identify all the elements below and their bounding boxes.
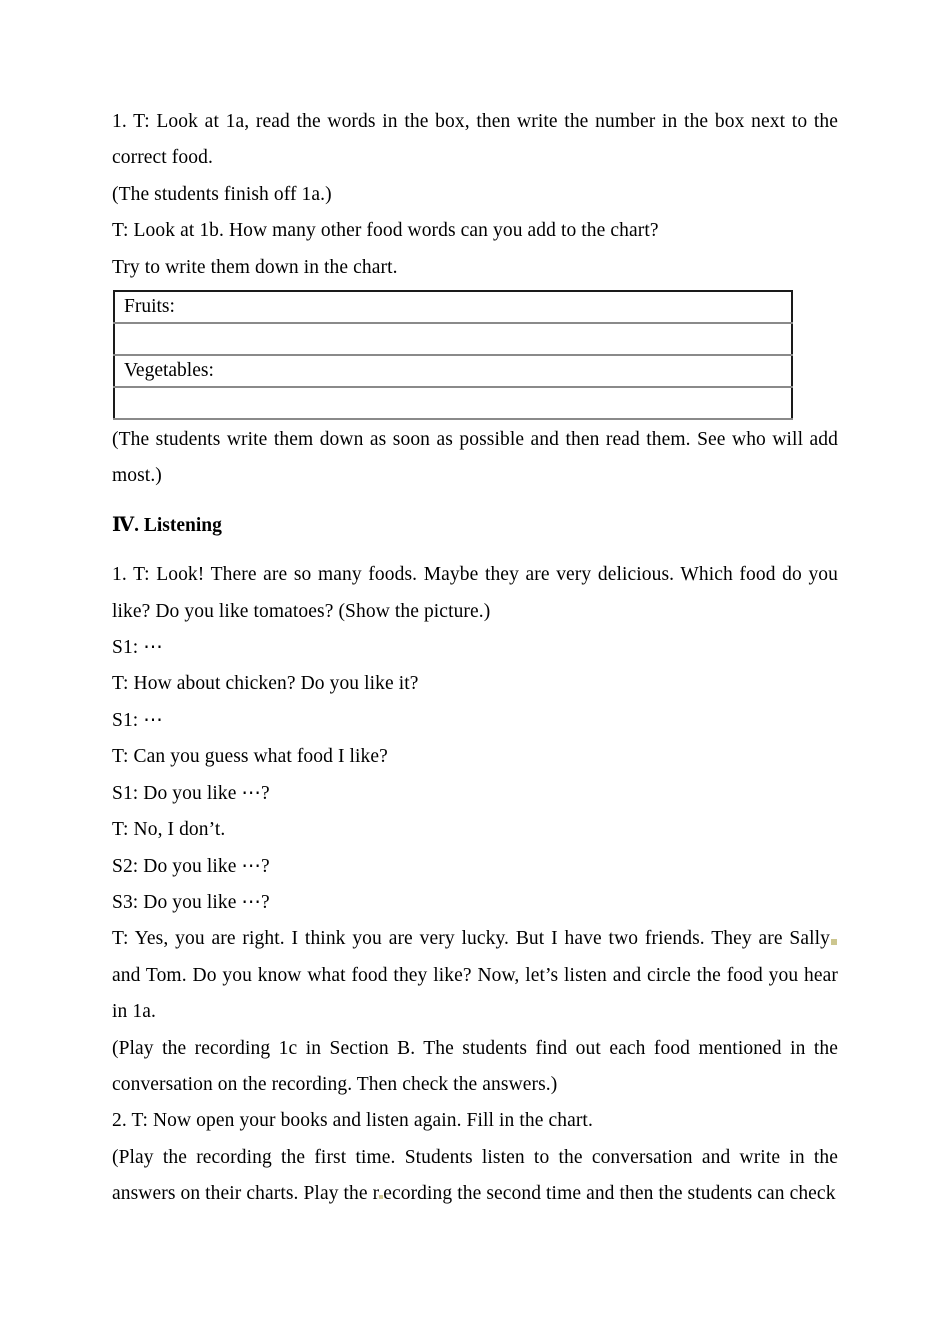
chart-cell-fruits-label[interactable]: Fruits:: [114, 291, 792, 323]
table-row: [114, 291, 792, 323]
paragraph-text-part-2: ecording the second time and then the students can check: [383, 1183, 836, 1205]
paragraph-s1-do-you-like: S1: Do you like ⋯?: [112, 782, 270, 804]
chart-cell-vegetables-label[interactable]: Vegetables:: [114, 355, 792, 387]
table-row: [114, 355, 792, 387]
paragraph-two-friends-sally-tom: [112, 921, 838, 1030]
spacer: [112, 495, 838, 508]
section-heading-listening: Ⅳ. Listening: [112, 514, 222, 536]
paragraph-text-part-2: and Tom. Do you know what food they like? Now, let’s listen and circle the food you hear in 1a.: [112, 964, 838, 1023]
paragraph-s2-do-you-like: S2: Do you like ⋯?: [112, 855, 270, 877]
paragraph-s1-ellipsis-1: S1: ⋯: [112, 637, 163, 659]
paragraph-instruction-1a: 1. T: Look at 1a, read the words in the box, then write the number in the box next to the correct food.: [112, 111, 838, 169]
document-body: [112, 104, 838, 1213]
chart-cell-vegetables-blank[interactable]: [114, 387, 792, 419]
paragraph-guess-what-food: T: Can you guess what food I like?: [112, 746, 388, 768]
paragraph-see-who-will-add-most: (The students write them down as soon as possible and then read them. See who will add most.): [112, 429, 838, 487]
paragraph-s1-ellipsis-2: S1: ⋯: [112, 709, 163, 731]
paragraph-play-recording-first-time: [112, 1140, 838, 1213]
paragraph-write-them-down: Try to write them down in the chart.: [112, 256, 398, 278]
paragraph-text-part-1: T: Yes, you are right. I think you are very lucky. But I have two friends. They are Sally: [112, 928, 830, 950]
dot-artifact-mark: [379, 1195, 383, 1199]
paragraph-s3-do-you-like: S3: Do you like ⋯?: [112, 891, 270, 913]
spacer: [112, 544, 838, 557]
paragraph-open-books-fill-chart: 2. T: Now open your books and listen again. Fill in the chart.: [112, 1110, 593, 1132]
paragraph-how-about-chicken: T: How about chicken? Do you like it?: [112, 673, 419, 695]
paragraph-look-at-1b: T: Look at 1b. How many other food words can you add to the chart?: [112, 220, 659, 242]
paragraph-students-finish: (The students finish off 1a.): [112, 183, 332, 205]
paragraph-so-many-foods: 1. T: Look! There are so many foods. Maybe they are very delicious. Which food do you like? Do you like tomatoes? (Show the picture.): [112, 564, 838, 622]
fruits-vegetables-chart: [113, 290, 793, 420]
chart-table: [113, 290, 793, 420]
paragraph-t-no-i-dont: T: No, I don’t.: [112, 819, 226, 841]
table-row: [114, 323, 792, 355]
table-row: [114, 387, 792, 419]
chart-cell-fruits-blank[interactable]: [114, 323, 792, 355]
comma-artifact-mark: [831, 939, 837, 945]
paragraph-text-part-1: (Play the recording the first time. Students listen to the conversation and write in the answers on their charts. Play the r: [112, 1146, 838, 1205]
paragraph-play-recording-1c: (Play the recording 1c in Section B. The students find out each food mentioned in the conversation on the recording. Then check the answers.): [112, 1037, 838, 1095]
